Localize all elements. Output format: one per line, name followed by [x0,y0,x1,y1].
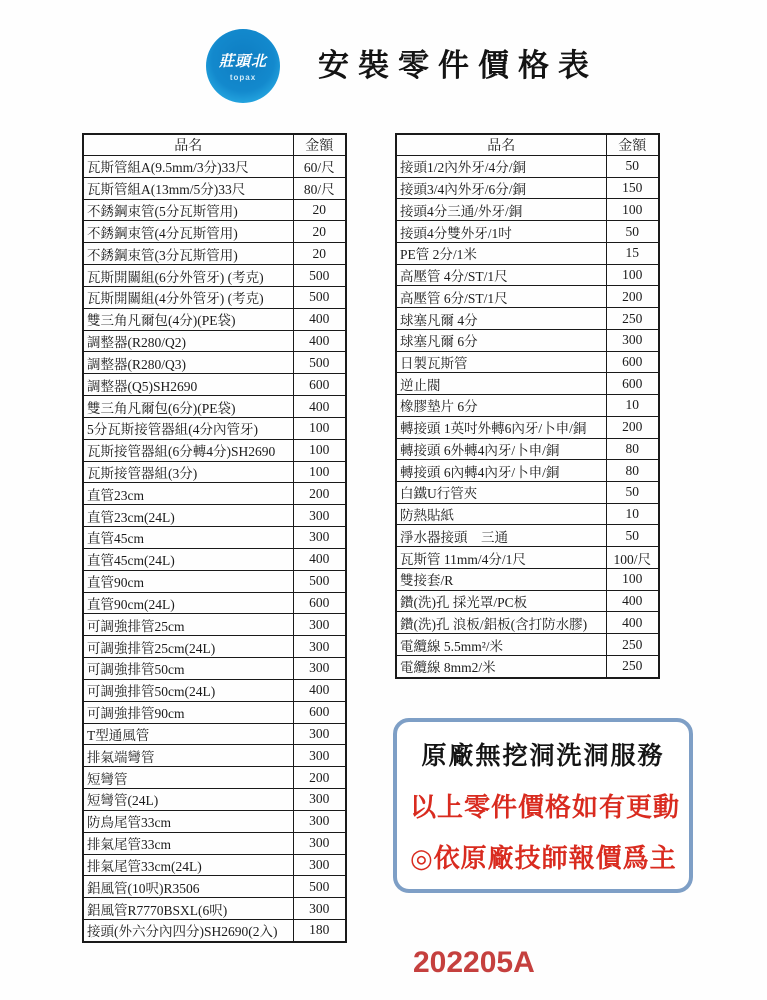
item-name-cell: 接頭4分雙外牙/1吋 [396,221,606,243]
item-amount-cell: 50 [606,525,659,547]
item-name-cell: 不銹鋼束管(5分瓦斯管用) [83,199,293,221]
table-row [396,525,659,547]
item-amount-cell: 20 [293,243,346,265]
item-name-cell: 排氣尾管33cm [83,832,293,854]
item-amount-cell: 300 [293,658,346,680]
item-name-cell: 淨水器接頭 三通 [396,525,606,547]
table-row [396,264,659,286]
table-row [396,612,659,634]
brand-logo-subtext: topax [229,73,257,82]
item-amount-cell: 50 [606,221,659,243]
item-amount-cell: 60/尺 [293,156,346,178]
item-amount-cell: 400 [293,679,346,701]
item-name-cell: 雙三角凡爾包(6分)(PE袋) [83,396,293,418]
item-name-cell: 直管45cm(24L) [83,548,293,570]
item-amount-cell: 100 [606,264,659,286]
price-table-right [395,133,660,679]
item-amount-cell: 10 [606,503,659,525]
item-name-cell: 不銹鋼束管(3分瓦斯管用) [83,243,293,265]
item-name-cell: 可調強排管50cm(24L) [83,679,293,701]
table-row [83,876,346,898]
table-row [83,810,346,832]
table-row [396,655,659,678]
table-row [83,156,346,178]
item-name-cell: 逆止閥 [396,373,606,395]
table-row [396,547,659,569]
column-header-amount: 金額 [606,134,659,156]
item-name-cell: 高壓管 4分/ST/1尺 [396,264,606,286]
item-amount-cell: 200 [293,483,346,505]
item-name-cell: 排氣端彎管 [83,745,293,767]
table-row [396,482,659,504]
item-name-cell: 電纜線 5.5mm²/米 [396,634,606,656]
notice-line-service: 原廠無挖洞洗洞服務 [421,742,665,771]
table-row [83,308,346,330]
item-amount-cell: 300 [293,505,346,527]
table-row [83,352,346,374]
item-amount-cell: 300 [293,832,346,854]
table-row [83,177,346,199]
item-amount-cell: 300 [293,898,346,920]
table-header-row [396,134,659,156]
notice-line-quote-basis: ◎依原廠技師報價爲主 [410,842,677,873]
item-amount-cell: 300 [606,329,659,351]
table-row [83,745,346,767]
table-row [83,461,346,483]
table-row [396,286,659,308]
table-row [83,854,346,876]
item-amount-cell: 400 [293,308,346,330]
table-row [83,527,346,549]
item-amount-cell: 200 [606,286,659,308]
item-amount-cell: 100 [293,461,346,483]
item-name-cell: 不銹鋼束管(4分瓦斯管用) [83,221,293,243]
table-row [396,329,659,351]
notice-line-price-change: 以上零件價格如有更動 [410,791,681,822]
item-name-cell: 雙接套/R [396,568,606,590]
table-row [83,374,346,396]
item-name-cell: 雙三角凡爾包(4分)(PE袋) [83,308,293,330]
table-row [83,919,346,942]
brand-logo-text: 莊頭北 [218,54,267,70]
table-row [83,723,346,745]
item-amount-cell: 400 [606,590,659,612]
version-code: 202205A [413,946,535,979]
item-name-cell: 高壓管 6分/ST/1尺 [396,286,606,308]
table-row [396,221,659,243]
item-name-cell: 直管90cm(24L) [83,592,293,614]
table-body [83,156,346,943]
item-name-cell: 鋁風管R7770BSXL(6呎) [83,898,293,920]
item-amount-cell: 300 [293,527,346,549]
table-body [396,156,659,679]
item-name-cell: 調整器(R280/Q2) [83,330,293,352]
item-amount-cell: 100 [293,439,346,461]
item-name-cell: 直管45cm [83,527,293,549]
item-amount-cell: 80/尺 [293,177,346,199]
brand-logo [206,29,280,103]
table-row [396,590,659,612]
table-row [83,592,346,614]
item-amount-cell: 200 [293,767,346,789]
item-name-cell: 瓦斯管 11mm/4分/1尺 [396,547,606,569]
table-row [396,351,659,373]
table-row [83,199,346,221]
item-name-cell: 鋁風管(10呎)R3506 [83,876,293,898]
item-name-cell: 轉接頭 1英吋外轉6內牙/卜申/銅 [396,416,606,438]
item-name-cell: 轉接頭 6外轉4內牙/卜申/銅 [396,438,606,460]
column-header-name: 品名 [396,134,606,156]
item-name-cell: 球塞凡爾 4分 [396,308,606,330]
item-amount-cell: 400 [606,612,659,634]
column-header-amount: 金額 [293,134,346,156]
item-amount-cell: 500 [293,352,346,374]
table-row [83,483,346,505]
item-amount-cell: 400 [293,330,346,352]
item-name-cell: 調整器(R280/Q3) [83,352,293,374]
item-amount-cell: 20 [293,221,346,243]
item-amount-cell: 300 [293,745,346,767]
item-amount-cell: 15 [606,242,659,264]
item-name-cell: 鑽(洗)孔 浪板/鋁板(含打防水膠) [396,612,606,634]
table-row [83,439,346,461]
item-name-cell: 可調強排管90cm [83,701,293,723]
item-name-cell: 調整器(Q5)SH2690 [83,374,293,396]
table-row [396,416,659,438]
table-row [396,373,659,395]
table-row [83,614,346,636]
item-name-cell: 電纜線 8mm2/米 [396,655,606,678]
item-amount-cell: 80 [606,460,659,482]
table-row [396,568,659,590]
item-name-cell: 直管23cm [83,483,293,505]
table-row [83,789,346,811]
table-row [83,505,346,527]
item-amount-cell: 600 [606,351,659,373]
table-row [83,898,346,920]
price-table-left [82,133,347,943]
item-amount-cell: 500 [293,876,346,898]
item-name-cell: 直管23cm(24L) [83,505,293,527]
item-amount-cell: 200 [606,416,659,438]
item-amount-cell: 250 [606,634,659,656]
item-amount-cell: 150 [606,177,659,199]
item-amount-cell: 300 [293,854,346,876]
item-name-cell: 短彎管(24L) [83,789,293,811]
item-amount-cell: 600 [293,701,346,723]
notice-box [393,718,693,893]
item-name-cell: PE管 2分/1米 [396,242,606,264]
table-row [83,330,346,352]
item-amount-cell: 50 [606,156,659,178]
table-header-row [83,134,346,156]
table-row [396,438,659,460]
item-name-cell: 接頭1/2內外牙/4分/銅 [396,156,606,178]
table-row [83,265,346,287]
price-table [82,133,347,943]
item-name-cell: 轉接頭 6內轉4內牙/卜申/銅 [396,460,606,482]
table-row [396,395,659,417]
item-name-cell: 可調強排管25cm(24L) [83,636,293,658]
item-amount-cell: 50 [606,482,659,504]
table-row [396,634,659,656]
item-name-cell: 瓦斯開關組(4分外管牙) (考克) [83,286,293,308]
table-row [396,199,659,221]
table-row [83,396,346,418]
table-row [396,242,659,264]
item-name-cell: 排氣尾管33cm(24L) [83,854,293,876]
item-amount-cell: 180 [293,919,346,942]
item-amount-cell: 10 [606,395,659,417]
table-row [396,460,659,482]
table-row [396,156,659,178]
item-name-cell: 白鐵U行管夾 [396,482,606,504]
item-amount-cell: 20 [293,199,346,221]
item-amount-cell: 100 [293,417,346,439]
item-name-cell: 瓦斯管組A(9.5mm/3分)33尺 [83,156,293,178]
item-name-cell: T型通風管 [83,723,293,745]
item-amount-cell: 600 [293,592,346,614]
page-title: 安裝零件價格表 [318,48,598,83]
price-table [395,133,660,679]
item-name-cell: 可調強排管50cm [83,658,293,680]
table-row [83,832,346,854]
table-row [83,243,346,265]
table-row [83,636,346,658]
table-row [83,767,346,789]
item-amount-cell: 250 [606,655,659,678]
item-amount-cell: 100 [606,199,659,221]
item-name-cell: 防熱貼紙 [396,503,606,525]
item-name-cell: 5分瓦斯接管器組(4分內管牙) [83,417,293,439]
item-amount-cell: 300 [293,723,346,745]
table-row [83,221,346,243]
item-name-cell: 鑽(洗)孔 採光罩/PC板 [396,590,606,612]
table-row [396,503,659,525]
item-amount-cell: 300 [293,789,346,811]
item-name-cell: 瓦斯接管器組(6分轉4分)SH2690 [83,439,293,461]
item-amount-cell: 250 [606,308,659,330]
item-name-cell: 接頭3/4內外牙/6分/銅 [396,177,606,199]
item-amount-cell: 80 [606,438,659,460]
item-amount-cell: 100 [606,568,659,590]
item-amount-cell: 600 [293,374,346,396]
table-row [83,570,346,592]
item-name-cell: 瓦斯管組A(13mm/5分)33尺 [83,177,293,199]
item-name-cell: 球塞凡爾 6分 [396,329,606,351]
column-header-name: 品名 [83,134,293,156]
item-name-cell: 接頭(外六分內四分)SH2690(2入) [83,919,293,942]
table-row [83,679,346,701]
item-name-cell: 瓦斯接管器組(3分) [83,461,293,483]
item-amount-cell: 400 [293,396,346,418]
item-amount-cell: 100/尺 [606,547,659,569]
table-row [83,658,346,680]
item-amount-cell: 300 [293,614,346,636]
table-row [83,701,346,723]
item-name-cell: 可調強排管25cm [83,614,293,636]
item-name-cell: 日製瓦斯管 [396,351,606,373]
table-row [83,286,346,308]
item-amount-cell: 500 [293,265,346,287]
table-row [396,177,659,199]
item-amount-cell: 600 [606,373,659,395]
item-amount-cell: 500 [293,570,346,592]
item-name-cell: 防鳥尾管33cm [83,810,293,832]
item-amount-cell: 500 [293,286,346,308]
table-row [83,417,346,439]
item-name-cell: 直管90cm [83,570,293,592]
item-name-cell: 短彎管 [83,767,293,789]
item-name-cell: 橡膠墊片 6分 [396,395,606,417]
item-name-cell: 接頭4分三通/外牙/銅 [396,199,606,221]
item-name-cell: 瓦斯開關組(6分外管牙) (考克) [83,265,293,287]
table-row [83,548,346,570]
item-amount-cell: 300 [293,636,346,658]
item-amount-cell: 400 [293,548,346,570]
table-row [396,308,659,330]
item-amount-cell: 300 [293,810,346,832]
